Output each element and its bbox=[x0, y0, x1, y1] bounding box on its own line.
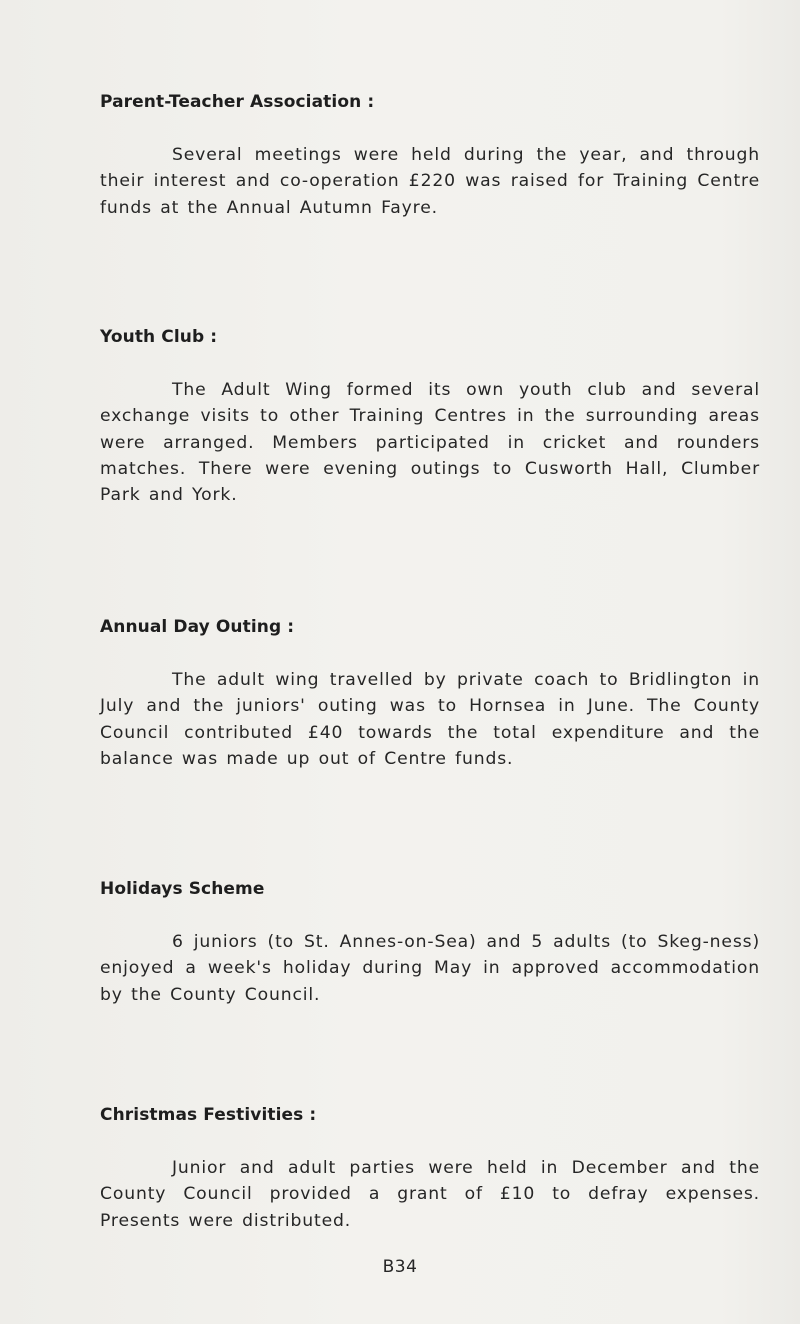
section-heading: Holidays Scheme bbox=[100, 879, 265, 899]
section-body: Several meetings were held during the year, and through their interest and co-operation £220 was raised for Training Centre funds at the Annual Autumn Fayre. bbox=[100, 145, 760, 218]
section-body: The adult wing travelled by private coach to Bridlington in July and the juniors' outing was to Hornsea in June. The County Council contributed £40 towards the total expenditure and the balance was made up out of Centre funds. bbox=[100, 670, 760, 769]
section-body: 6 juniors (to St. Annes-on-Sea) and 5 adults (to Skeg-ness) enjoyed a week's holiday during May in approved accommodation by the County Council. bbox=[100, 932, 760, 1005]
page-number: B34 bbox=[382, 1257, 418, 1277]
section-heading: Parent-Teacher Association : bbox=[100, 92, 375, 112]
section-parent-teacher-association bbox=[100, 92, 760, 221]
section-body: Junior and adult parties were held in December and the County Council provided a grant of £10 to defray expenses. Presents were distributed. bbox=[100, 1158, 760, 1231]
section-heading: Youth Club : bbox=[100, 327, 218, 347]
section-christmas-festivities bbox=[100, 1105, 760, 1234]
section-heading: Christmas Festivities : bbox=[100, 1105, 317, 1125]
section-heading: Annual Day Outing : bbox=[100, 617, 295, 637]
section-holidays-scheme bbox=[100, 879, 760, 1008]
section-youth-club bbox=[100, 327, 760, 508]
section-annual-day-outing bbox=[100, 617, 760, 772]
section-body: The Adult Wing formed its own youth club and several exchange visits to other Training Centres in the surrounding areas were arranged. Members participated in cricket and rounders matches. There were evening outings to Cusworth Hall, Clumber Park and York. bbox=[100, 380, 760, 506]
